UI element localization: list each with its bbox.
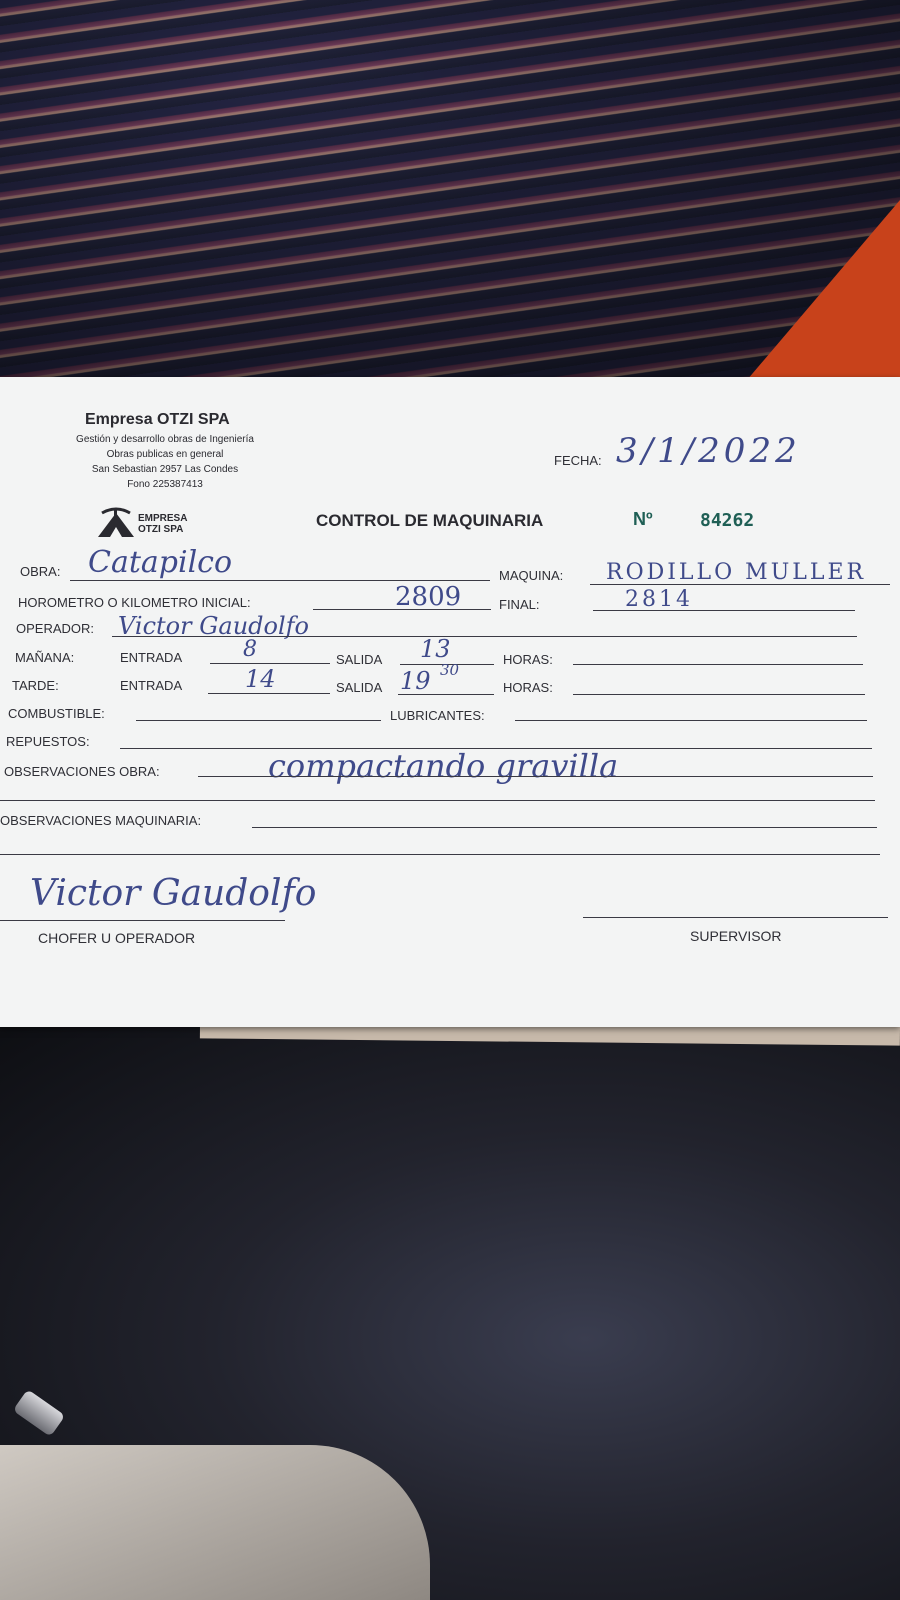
tarde-horas-label: HORAS:	[503, 680, 553, 695]
manana-horas-line	[573, 664, 863, 665]
tarde-horas-line	[573, 694, 865, 695]
tarde-salida-line	[398, 694, 494, 695]
obs-obra-line-2	[0, 800, 875, 801]
chofer-label: CHOFER U OPERADOR	[38, 930, 196, 946]
grey-cloth	[0, 1445, 430, 1600]
company-line-1: Gestión y desarrollo obras de Ingeniería	[76, 434, 254, 445]
supervisor-label: SUPERVISOR	[690, 928, 782, 944]
final-label: FINAL:	[499, 597, 540, 612]
obs-obra-label: OBSERVACIONES OBRA:	[4, 764, 160, 779]
fecha-label: FECHA:	[554, 453, 602, 468]
horometro-label: HOROMETRO O KILOMETRO INICIAL:	[18, 595, 251, 610]
tarde-label: TARDE:	[12, 678, 59, 693]
obra-value: Catapilco	[88, 545, 233, 580]
maquina-value: RODILLO MULLER	[606, 560, 867, 585]
obs-obra-value: compactando gravilla	[268, 747, 619, 785]
company-line-4: Fono 225387413	[127, 479, 203, 490]
horometro-line	[313, 609, 491, 610]
operador-label: OPERADOR:	[16, 621, 95, 636]
operador-line	[112, 636, 857, 637]
company-line-2: Obras publicas en general	[106, 449, 224, 460]
obs-obra-line	[198, 776, 873, 777]
final-value: 2814	[625, 587, 693, 612]
number-label: Nº	[633, 509, 653, 529]
obs-maquinaria-line-2	[0, 854, 880, 855]
company-line-3: San Sebastian 2957 Las Condes	[91, 464, 239, 475]
machinery-control-form	[0, 377, 900, 1027]
construction-logo-icon	[96, 507, 136, 544]
maquina-line	[590, 584, 890, 585]
tarde-entrada-label: ENTRADA	[120, 678, 183, 693]
tarde-salida-value: 19	[400, 667, 431, 695]
obs-maquinaria-line	[252, 827, 877, 828]
woven-fabric-background	[0, 0, 900, 380]
form-title: CONTROL DE MAQUINARIA	[316, 511, 544, 530]
lubricantes-label: LUBRICANTES:	[390, 708, 485, 723]
logo-text: EMPRESA OTZI SPA	[138, 513, 188, 535]
combustible-label: COMBUSTIBLE:	[8, 706, 105, 721]
manana-entrada-label: ENTRADA	[120, 650, 183, 665]
manana-entrada-value: 8	[243, 637, 257, 662]
tarde-salida-minutes: 30	[440, 661, 460, 679]
obra-label: OBRA:	[20, 564, 61, 579]
repuestos-label: REPUESTOS:	[6, 734, 90, 749]
lubricantes-line	[515, 720, 867, 721]
tarde-entrada-line	[208, 693, 330, 694]
manana-salida-value: 13	[420, 635, 451, 663]
obra-line	[70, 580, 490, 581]
operador-value: Victor Gaudolfo	[118, 612, 309, 640]
manana-entrada-line	[210, 663, 330, 664]
tarde-entrada-value: 14	[245, 665, 276, 693]
fecha-value: 3/1/2022	[616, 431, 801, 471]
horometro-value: 2809	[395, 582, 462, 612]
obs-maquinaria-label: OBSERVACIONES MAQUINARIA:	[0, 813, 202, 828]
manana-label: MAÑANA:	[15, 650, 75, 665]
operator-signature: Victor Gaudolfo	[30, 873, 317, 914]
maquina-label: MAQUINA:	[499, 568, 564, 583]
combustible-line	[136, 720, 381, 721]
form-number: 84262	[700, 510, 755, 531]
supervisor-signature-line	[583, 917, 888, 918]
tarde-salida-label: SALIDA	[336, 680, 383, 695]
chofer-signature-line	[0, 920, 285, 921]
manana-salida-label: SALIDA	[336, 652, 383, 667]
company-name: Empresa OTZI SPA	[85, 411, 230, 428]
manana-horas-label: HORAS:	[503, 652, 553, 667]
final-line	[593, 610, 855, 611]
